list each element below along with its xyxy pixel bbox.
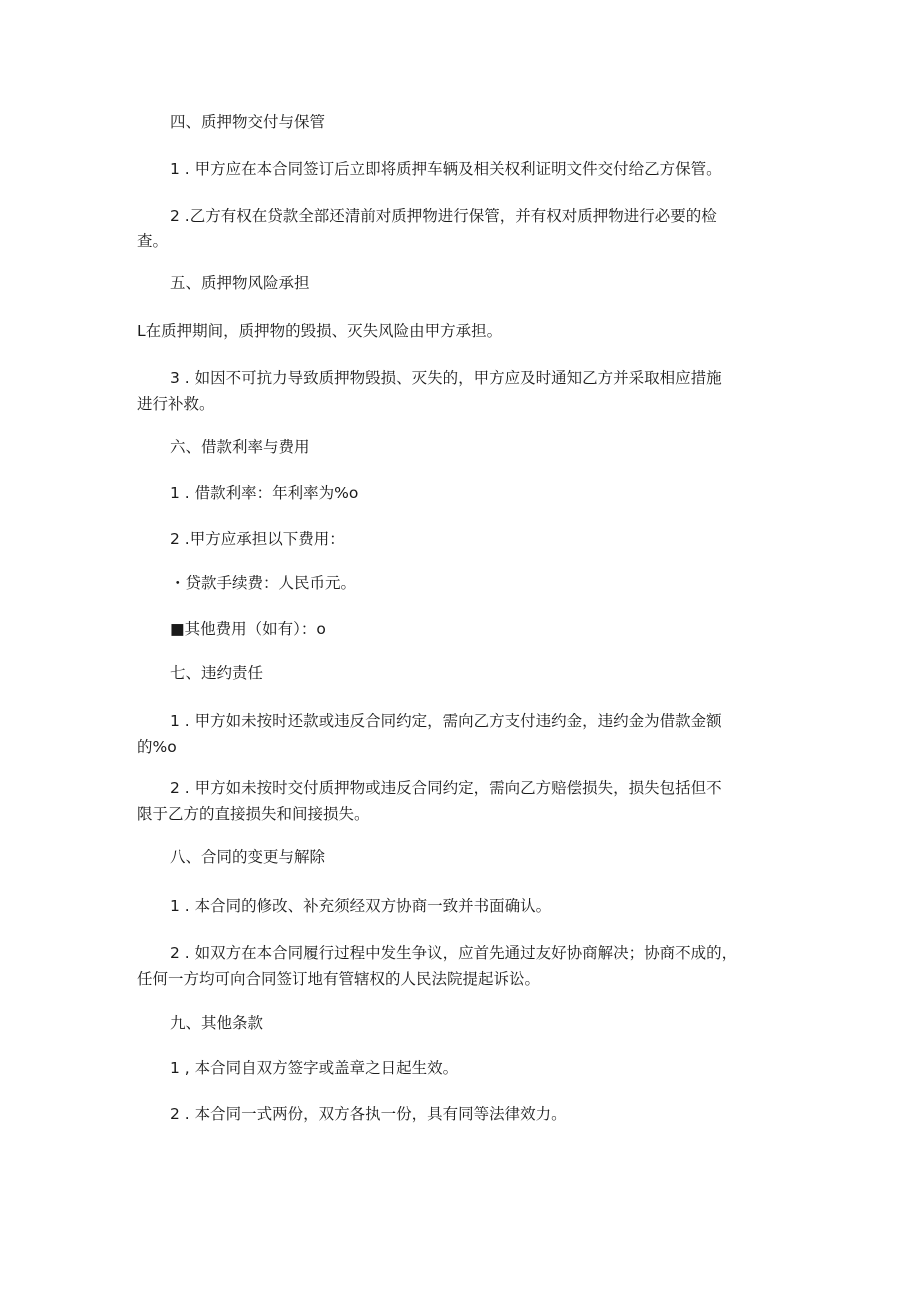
clause-7-1-line2: 的%o: [137, 738, 177, 756]
clause-5-1: L在质押期间，质押物的毁损、灭失风险由甲方承担。: [137, 322, 503, 340]
section-heading-4: 四、质押物交付与保管: [170, 113, 326, 131]
clause-4-2-line2: 查。: [137, 232, 169, 250]
section-heading-8: 八、合同的变更与解除: [170, 848, 326, 866]
clause-7-1-line1: 1 . 甲方如未按时还款或违反合同约定，需向乙方支付违约金，违约金为借款金额: [170, 712, 722, 730]
fee-item-other: ■其他费用（如有）：o: [170, 620, 326, 638]
section-heading-9: 九、其他条款: [170, 1014, 264, 1032]
section-heading-7: 七、违约责任: [170, 664, 264, 682]
clause-4-1: 1 . 甲方应在本合同签订后立即将质押车辆及相关权利证明文件交付给乙方保管。: [170, 160, 722, 178]
clause-7-2-line1: 2 . 甲方如未按时交付质押物或违反合同约定，需向乙方赔偿损失，损失包括但不: [170, 779, 722, 797]
clause-9-2: 2 . 本合同一式两份，双方各执一份，具有同等法律效力。: [170, 1105, 567, 1123]
clause-9-1: 1 , 本合同自双方签字或盖章之日起生效。: [170, 1059, 459, 1077]
clause-6-1: 1 . 借款利率：年利率为%o: [170, 484, 359, 502]
section-heading-6: 六、借款利率与费用: [170, 438, 310, 456]
clause-8-2-line2: 任何一方均可向合同签订地有管辖权的人民法院提起诉讼。: [137, 970, 541, 988]
section-heading-5: 五、质押物风险承担: [170, 274, 310, 292]
clause-5-3-line1: 3 . 如因不可抗力导致质押物毁损、灭失的，甲方应及时通知乙方并采取相应措施: [170, 369, 722, 387]
clause-8-1: 1 . 本合同的修改、补充须经双方协商一致并书面确认。: [170, 897, 552, 915]
fee-item-handling: ・贷款手续费：人民币元。: [170, 574, 357, 592]
clause-8-2-line1: 2 . 如双方在本合同履行过程中发生争议，应首先通过友好协商解决；协商不成的，: [170, 944, 738, 962]
clause-5-3-line2: 进行补救。: [137, 395, 215, 413]
clause-7-2-line2: 限于乙方的直接损失和间接损失。: [137, 805, 370, 823]
clause-6-2: 2 .甲方应承担以下费用：: [170, 530, 345, 548]
clause-4-2-line1: 2 .乙方有权在贷款全部还清前对质押物进行保管，并有权对质押物进行必要的检: [170, 207, 717, 225]
